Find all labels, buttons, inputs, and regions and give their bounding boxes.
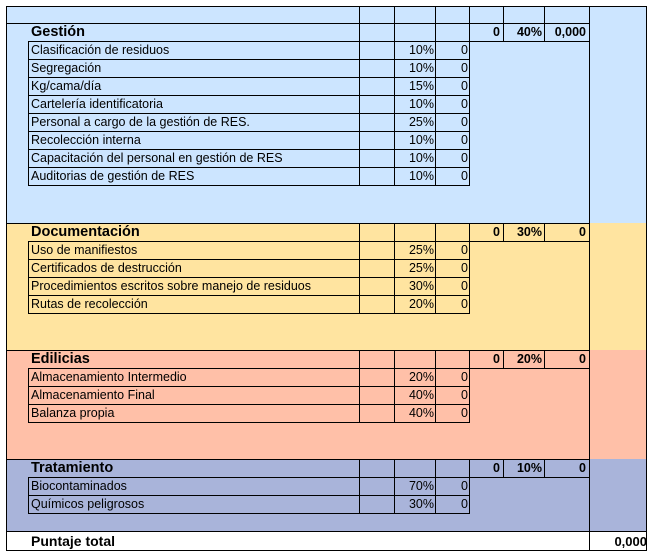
- item-percent: 10%: [408, 133, 434, 147]
- grid-line: [394, 350, 395, 368]
- grid-line: [394, 6, 395, 23]
- grid-line: [469, 350, 470, 368]
- grid-line: [435, 6, 436, 23]
- grid-line: [359, 6, 360, 23]
- item-percent: 10%: [408, 151, 434, 165]
- grid-line: [6, 6, 647, 7]
- item-value: 0: [461, 497, 468, 511]
- item-percent: 30%: [408, 279, 434, 293]
- item-value: 0: [461, 479, 468, 493]
- grid-line: [28, 513, 469, 514]
- grid-line: [503, 459, 504, 477]
- grid-line: [394, 241, 395, 314]
- item-label: Cartelería identificatoria: [31, 97, 164, 111]
- item-label: Biocontaminados: [31, 479, 127, 493]
- item-value: 0: [461, 243, 468, 257]
- item-label: Segregación: [31, 61, 102, 75]
- grid-line: [359, 350, 360, 368]
- grid-line: [435, 459, 436, 477]
- item-label: Uso de manifiestos: [31, 243, 138, 257]
- grid-line: [544, 459, 545, 477]
- grid-line: [359, 23, 360, 41]
- grid-line: [359, 241, 360, 314]
- grid-line: [28, 313, 469, 314]
- item-percent: 10%: [408, 97, 434, 111]
- item-label: Auditorias de gestión de RES: [31, 169, 195, 183]
- item-percent: 30%: [408, 497, 434, 511]
- section-result: 0,000: [554, 25, 586, 39]
- section-score: 0: [493, 225, 500, 239]
- grid-line: [6, 550, 647, 551]
- grid-line: [394, 23, 395, 41]
- grid-line: [6, 459, 589, 460]
- item-percent: 20%: [408, 370, 434, 384]
- total-label: Puntaje total: [31, 533, 116, 549]
- grid-line: [469, 223, 470, 241]
- grid-line: [469, 41, 470, 186]
- grid-line: [435, 350, 436, 368]
- item-value: 0: [461, 97, 468, 111]
- section-weight: 20%: [516, 352, 542, 366]
- item-value: 0: [461, 406, 468, 420]
- section-weight: 10%: [516, 461, 542, 475]
- grid-line: [359, 223, 360, 241]
- section-title: Gestión: [31, 24, 85, 40]
- grid-line: [394, 223, 395, 241]
- item-label: Capacitación del personal en gestión de RES: [31, 151, 283, 165]
- grid-line: [589, 223, 590, 350]
- item-value: 0: [461, 43, 468, 57]
- item-percent: 15%: [408, 79, 434, 93]
- grid-line: [28, 241, 29, 314]
- grid-line: [544, 23, 545, 41]
- section-score: 0: [493, 25, 500, 39]
- grid-line: [359, 477, 360, 514]
- grid-line: [6, 223, 589, 224]
- item-value: 0: [461, 169, 468, 183]
- grid-line: [6, 6, 7, 551]
- grid-line: [28, 422, 469, 423]
- grid-line: [589, 6, 590, 23]
- grid-line: [589, 350, 590, 459]
- grid-line: [503, 6, 504, 23]
- item-percent: 10%: [408, 61, 434, 75]
- item-percent: 25%: [408, 115, 434, 129]
- item-label: Personal a cargo de la gestión de RES.: [31, 115, 250, 129]
- grid-line: [503, 223, 504, 241]
- total-value: 0,000: [614, 534, 647, 549]
- item-value: 0: [461, 61, 468, 75]
- grid-line: [469, 23, 470, 41]
- section-title: Edilicias: [31, 351, 90, 367]
- item-label: Certificados de destrucción: [31, 261, 182, 275]
- grid-line: [646, 6, 647, 551]
- grid-line: [394, 41, 395, 186]
- item-label: Rutas de recolección: [31, 297, 148, 311]
- item-value: 0: [461, 115, 468, 129]
- grid-line: [544, 223, 545, 241]
- grid-line: [6, 23, 589, 24]
- grid-line: [589, 459, 590, 531]
- grid-line: [469, 6, 470, 23]
- item-percent: 10%: [408, 43, 434, 57]
- item-label: Almacenamiento Intermedio: [31, 370, 187, 384]
- grid-line: [589, 23, 590, 223]
- item-percent: 40%: [408, 406, 434, 420]
- grid-line: [503, 23, 504, 41]
- item-percent: 10%: [408, 169, 434, 183]
- item-percent: 25%: [408, 243, 434, 257]
- item-percent: 40%: [408, 388, 434, 402]
- grid-line: [469, 477, 470, 514]
- grid-line: [503, 350, 504, 368]
- item-label: Clasificación de residuos: [31, 43, 170, 57]
- grid-line: [435, 41, 436, 186]
- item-percent: 70%: [408, 479, 434, 493]
- item-label: Almacenamiento Final: [31, 388, 155, 402]
- grid-line: [435, 223, 436, 241]
- section-result: 0: [579, 225, 586, 239]
- item-value: 0: [461, 279, 468, 293]
- section-result: 0: [579, 352, 586, 366]
- grid-line: [435, 241, 436, 314]
- section-title: Tratamiento: [31, 460, 114, 476]
- grid-line: [359, 41, 360, 186]
- item-value: 0: [461, 133, 468, 147]
- item-percent: 20%: [408, 297, 434, 311]
- section-weight: 30%: [516, 225, 542, 239]
- item-label: Recolección interna: [31, 133, 141, 147]
- grid-line: [6, 531, 647, 532]
- grid-line: [544, 6, 545, 23]
- item-label: Kg/cama/día: [31, 79, 102, 93]
- item-value: 0: [461, 297, 468, 311]
- grid-line: [28, 41, 29, 186]
- item-label: Balanza propia: [31, 406, 115, 420]
- section-score: 0: [493, 461, 500, 475]
- grid-line: [394, 459, 395, 477]
- section-weight: 40%: [516, 25, 542, 39]
- grid-line: [469, 459, 470, 477]
- item-value: 0: [461, 388, 468, 402]
- item-value: 0: [461, 261, 468, 275]
- grid-line: [435, 23, 436, 41]
- section-result: 0: [579, 461, 586, 475]
- grid-line: [469, 241, 470, 314]
- item-percent: 25%: [408, 261, 434, 275]
- section-title: Documentación: [31, 224, 140, 240]
- grid-line: [394, 477, 395, 514]
- grid-line: [28, 477, 29, 514]
- grid-line: [589, 531, 590, 551]
- section-score: 0: [493, 352, 500, 366]
- grid-line: [435, 477, 436, 514]
- grid-line: [469, 368, 470, 423]
- grid-line: [544, 350, 545, 368]
- item-label: Procedimientos escritos sobre manejo de residuos: [31, 279, 311, 293]
- grid-line: [6, 350, 589, 351]
- item-value: 0: [461, 79, 468, 93]
- item-label: Químicos peligrosos: [31, 497, 145, 511]
- grid-line: [359, 459, 360, 477]
- grid-line: [435, 368, 436, 423]
- grid-line: [359, 368, 360, 423]
- grid-line: [28, 368, 29, 423]
- grid-line: [28, 185, 469, 186]
- item-value: 0: [461, 151, 468, 165]
- item-value: 0: [461, 370, 468, 384]
- grid-line: [394, 368, 395, 423]
